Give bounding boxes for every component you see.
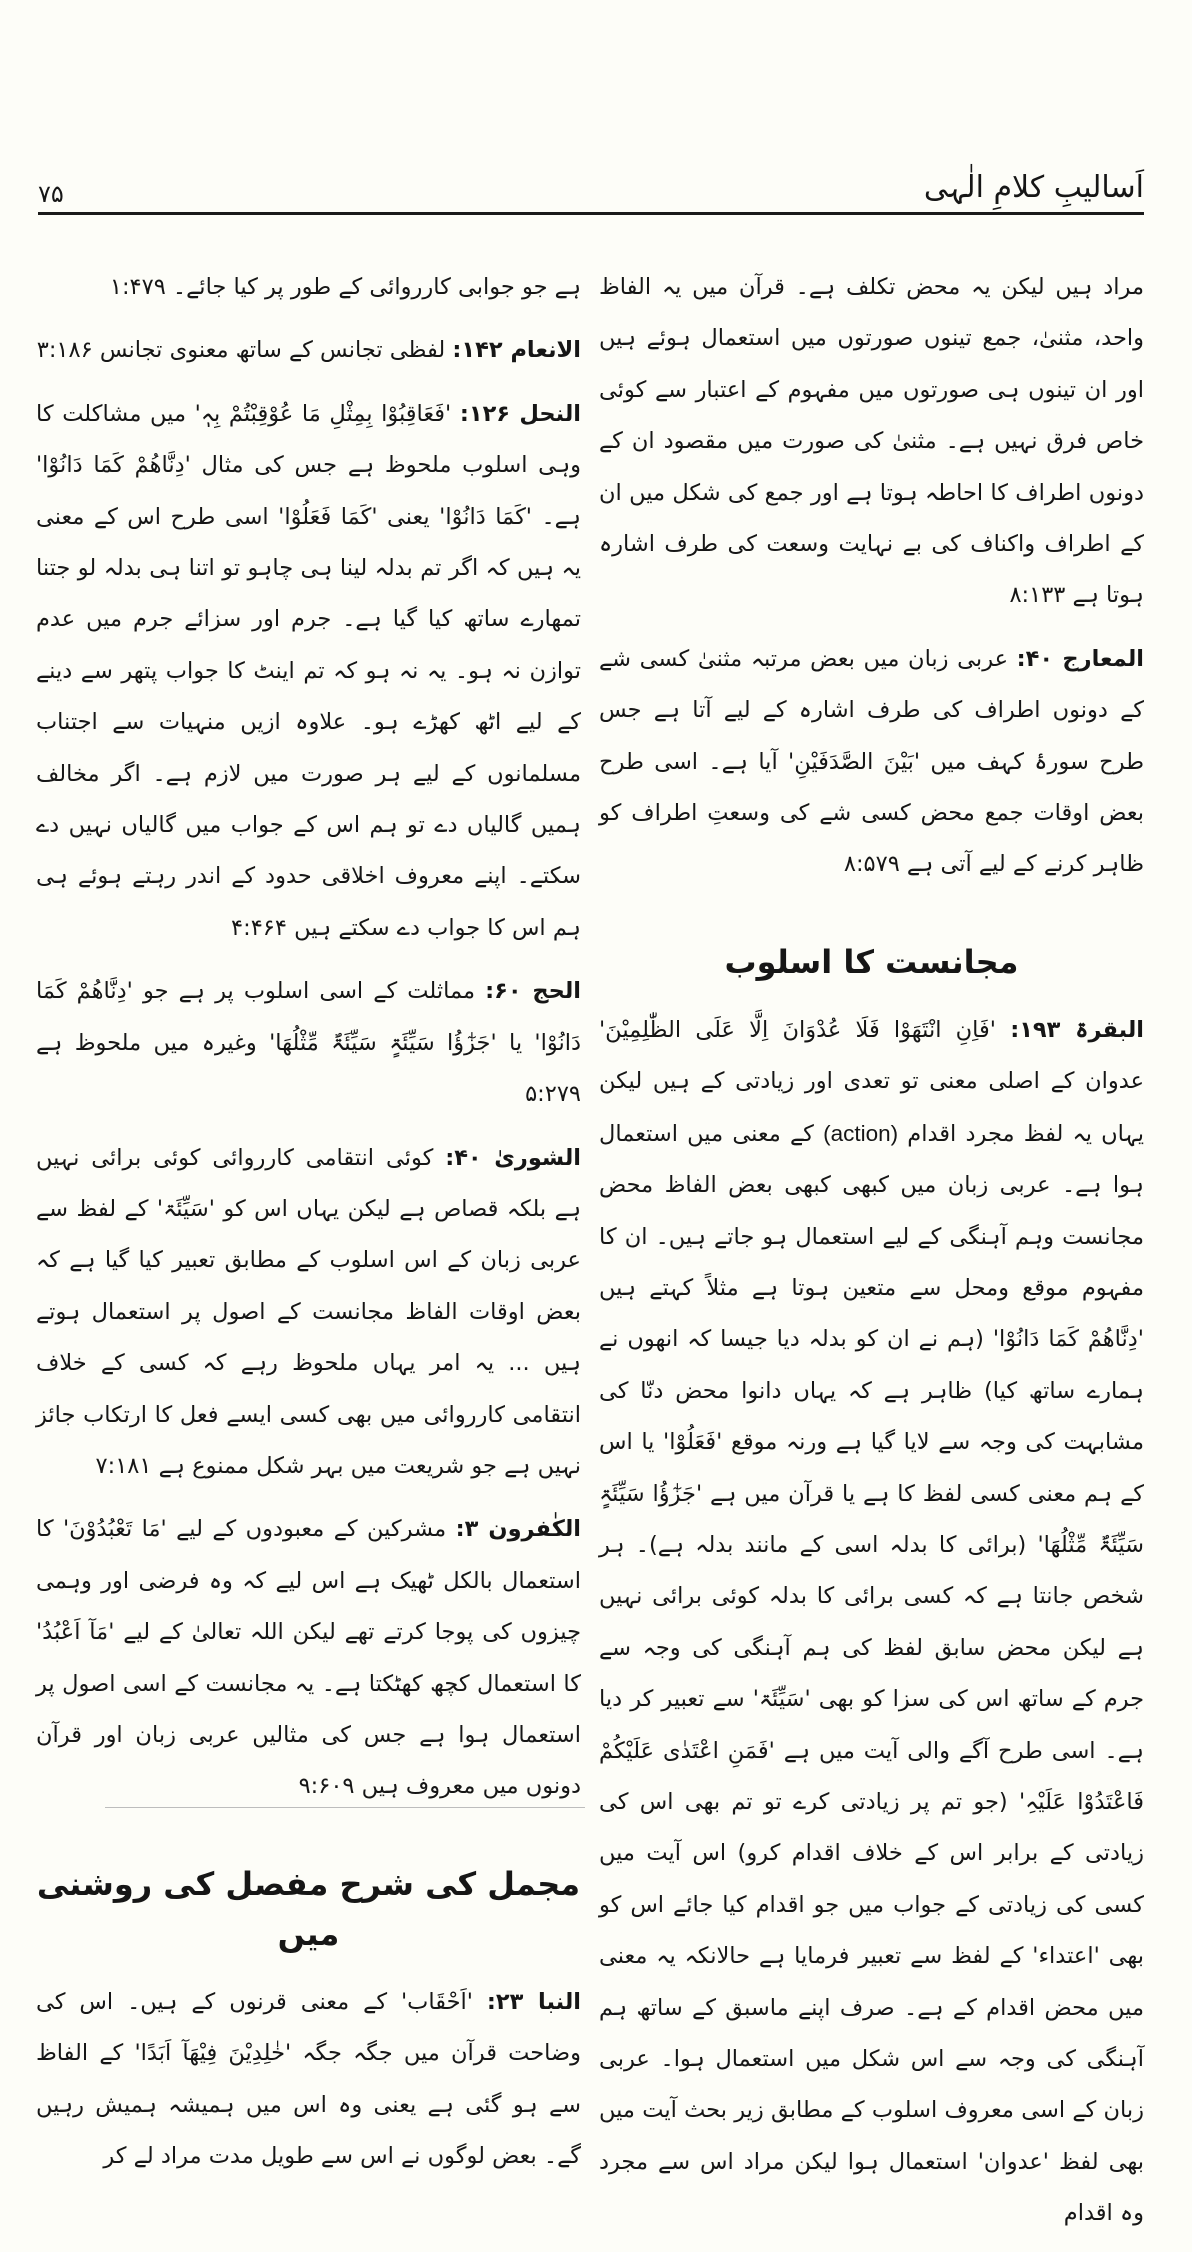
paragraph-text: مماثلت کے اسی اسلوب پر ہے جو 'دِنَّاھُمْ کَمَا دَانُوْا' یا 'جَزٰٓؤُا سَیِّئَۃٍ سَیِّئَۃٌ مِّثْلُھَا' وغیرہ میں ملحوظ ہے ۵:۲۷۹ [36, 978, 581, 1108]
paragraph-text: کے معنی میں استعمال ہوا ہے۔ عربی زبان میں کبھی کبھی بعض الفاظ محض مجانست وہم آہنگی کے لیے استعمال ہو جاتے ہیں۔ ان کا مفہوم موقع ومحل سے متعین ہوتا ہے مثلاً کہتے ہیں 'دِنَّاھُمْ کَمَا دَانُوْا' (ہم نے ان کو بدلہ دیا جیسا کہ انھوں نے ہمارے ساتھ کیا) ظاہر ہے کہ یہاں دانوا محض دنّا کی مشابہت کی وجہ سے لایا گیا ہے ورنہ موقع 'فَعَلُوْا' یا اس کے ہم معنی کسی لفظ کا ہے یا قرآن میں ہے 'جَزٰٓؤُا سَیِّئَۃٍ سَیِّئَۃٌ مِّثْلُھَا' (برائی کا بدلہ اسی کے مانند بدلہ ہے)۔ ہر شخص جانتا ہے کہ کسی برائی کا بدلہ کوئی برائی نہیں ہے لیکن محض سابق لفظ کی ہم آہنگی کی وجہ سے جرم کے ساتھ اس کی سزا کو بھی 'سَیِّئَۃ' سے تعبیر کر دیا ہے۔ اسی طرح آگے والی آیت میں ہے 'فَمَنِ اعْتَدٰی عَلَیْکُمْ فَاعْتَدُوْا عَلَیْہِ' (جو تم پر زیادتی کرے تو تم بھی اس کی زیادتی کے برابر اس کے خلاف اقدام کرو) اس آیت میں کسی کی زیادتی کے جواب میں جو اقدام کیا جائے اس کو بھی 'اعتداء' کے لفظ سے تعبیر فرمایا ہے حالانکہ یہ معنی میں محض اقدام کے ہے۔ صرف اپنے ماسبق کے ساتھ ہم آہنگی کی وجہ سے اس شکل میں استعمال ہوا۔ عربی زبان کے اسی معروف اسلوب کے مطابق زیر بحث آیت میں بھی لفظ 'عدوان' استعمال ہوا لیکن مراد اس سے مجرد وہ اقدام [599, 1120, 1144, 2227]
verse-reference: البقرۃ ۱۹۳: [1010, 1016, 1144, 1043]
section-heading: مجمل کی شرح مفصل کی روشنی میں [36, 1864, 581, 1953]
latin-term: (action) [823, 1120, 899, 1146]
paragraph-shura [36, 1133, 581, 1493]
verse-reference: الکٰفرون ۳: [455, 1516, 581, 1543]
verse-reference: الانعام ۱۴۲: [452, 337, 581, 364]
paragraph: مراد ہیں لیکن یہ محض تکلف ہے۔ قرآن میں یہ الفاظ واحد، مثنیٰ، جمع تینوں صورتوں میں استعمال ہوئے ہیں اور ان تینوں ہی صورتوں میں مفہوم کے اعتبار سے کوئی خاص فرق نہیں ہے۔ مثنیٰ کی صورت میں مقصود ان کے دونوں اطراف کا احاطہ ہوتا ہے اور جمع کی شکل میں ان کے اطراف واکناف کی بے نہایت وسعت کی طرف اشارہ ہوتا ہے ۸:۱۳۳ [599, 274, 1144, 609]
paragraph-baqarah [599, 1005, 1144, 2240]
book-title: اَسالیبِ کلامِ الٰہی [923, 170, 1144, 205]
paragraph-text: کوئی انتقامی کارروائی کوئی برائی نہیں ہے بلکہ قصاص ہے لیکن یہاں اس کو 'سَیِّئَۃ' کے لفظ سے عربی زبان کے اس اسلوب کے مطابق تعبیر کیا گیا ہے کہ بعض اوقات الفاظ مجانست کے اصول پر استعمال ہوتے ہیں ... یہ امر یہاں ملحوظ رہے کہ کسی کے خلاف انتقامی کارروائی میں بھی کسی ایسے فعل کا ارتکاب جائز نہیں ہے جو شریعت میں بہر شکل ممنوع ہے ۷:۱۸۱ [36, 1144, 581, 1479]
verse-reference: النبا ۲۳: [486, 1988, 582, 2015]
paragraph: ہے جو جوابی کارروائی کے طور پر کیا جائے۔ ۱:۴۷۹ [109, 274, 581, 300]
section-heading: مجانست کا اسلوب [724, 942, 1019, 981]
page-header [38, 150, 1144, 220]
paragraph-text: 'اَحْقَاب' کے معنی قرنوں کے ہیں۔ اس کی وضاحت قرآن میں جگہ جگہ 'خٰلِدِیْنَ فِیْھَآ اَبَدًا' کے الفاظ سے ہو گئی ہے یعنی وہ اس میں ہمیشہ ہمیش رہیں گے۔ بعض لوگوں نے اس سے طویل مدت مراد لے کر [36, 1988, 581, 2169]
page-number: ۷۵ [38, 180, 64, 208]
verse-reference: النحل ۱۲۶: [459, 400, 581, 427]
verse-reference: الحج ۶۰: [485, 978, 581, 1005]
scan-edge-line [105, 1807, 585, 1808]
verse-reference: الشوریٰ ۴۰: [445, 1144, 581, 1171]
left-column [36, 262, 581, 2194]
paragraph-nahl [36, 389, 581, 954]
paragraph-text: مشرکین کے معبودوں کے لیے 'مَا تَعْبُدُوْنَ' کا استعمال بالکل ٹھیک ہے اس لیے کہ وہ فرضی اور وہمی چیزوں کی پوجا کرتے تھے لیکن اللہ تعالیٰ کے لیے 'مَآ اَعْبُدُ' کا استعمال کچھ کھٹکتا ہے۔ یہ مجانست کے اسی اصول پر استعمال ہوا ہے جس کی مثالیں عربی زبان اور قرآن دونوں میں معروف ہیں ۹:۶۰۹ [36, 1516, 581, 1800]
paragraph-text: 'فَعَاقِبُوْا بِمِثْلِ مَا عُوْقِبْتُمْ بِہٖ' میں مشاکلت کا وہی اسلوب ملحوظ ہے جس کی مثال 'دِنَّاھُمْ کَمَا دَانُوْا' ہے۔ 'کَمَا دَانُوْا' یعنی 'کَمَا فَعَلُوْا' اسی طرح اس کے معنی یہ ہیں کہ اگر تم بدلہ لینا ہی چاہو تو اتنا ہی بدلہ لو جتنا تمھارے ساتھ کیا گیا ہے۔ جرم اور سزائے جرم میں عدم توازن نہ ہو۔ یہ نہ ہو کہ تم اینٹ کا جواب پتھر سے دینے کے لیے اٹھ کھڑے ہو۔ علاوہ ازیں منہیات سے اجتناب مسلمانوں کے لیے ہر صورت میں لازم ہے۔ اگر مخالف ہمیں گالیاں دے تو ہم اس کے جواب میں گالیاں نہیں دے سکتے۔ اپنے معروف اخلاقی حدود کے اندر رہتے ہوئے ہی ہم اس کا جواب دے سکتے ہیں ۴:۴۶۴ [36, 400, 581, 941]
paragraph-text: لفظی تجانس کے ساتھ معنوی تجانس ۳:۱۸۶ [36, 337, 453, 364]
paragraph-maarij [599, 634, 1144, 891]
paragraph-anam [36, 325, 581, 376]
verse-reference: المعارج ۴۰: [1016, 645, 1144, 672]
paragraph-naba [36, 1977, 581, 2183]
paragraph-hajj [36, 966, 581, 1120]
paragraph-text: عربی زبان میں بعض مرتبہ مثنیٰ کسی شے کے دونوں اطراف کی طرف اشارہ کے لیے آتا ہے جس طرح سورۂ کہف میں 'بَیْنَ الصَّدَفَیْنِ' آیا ہے۔ اسی طرح بعض اوقات جمع محض کسی شے کی وسعتِ اطراف کو ظاہر کرنے کے لیے آتی ہے ۸:۵۷۹ [599, 645, 1144, 878]
paragraph-text: 'فَاِنِ انْتَھَوْا فَلَا عُدْوَانَ اِلَّا عَلَی الظّٰلِمِیْنَ' عدوان کے اصلی معنی تو تعدی اور زیادتی کے ہیں لیکن یہاں یہ لفظ مجرد اقدام [599, 1016, 1144, 1147]
header-rule [38, 212, 1144, 215]
paragraph-kafirun [36, 1504, 581, 1812]
right-column [599, 262, 1144, 2252]
